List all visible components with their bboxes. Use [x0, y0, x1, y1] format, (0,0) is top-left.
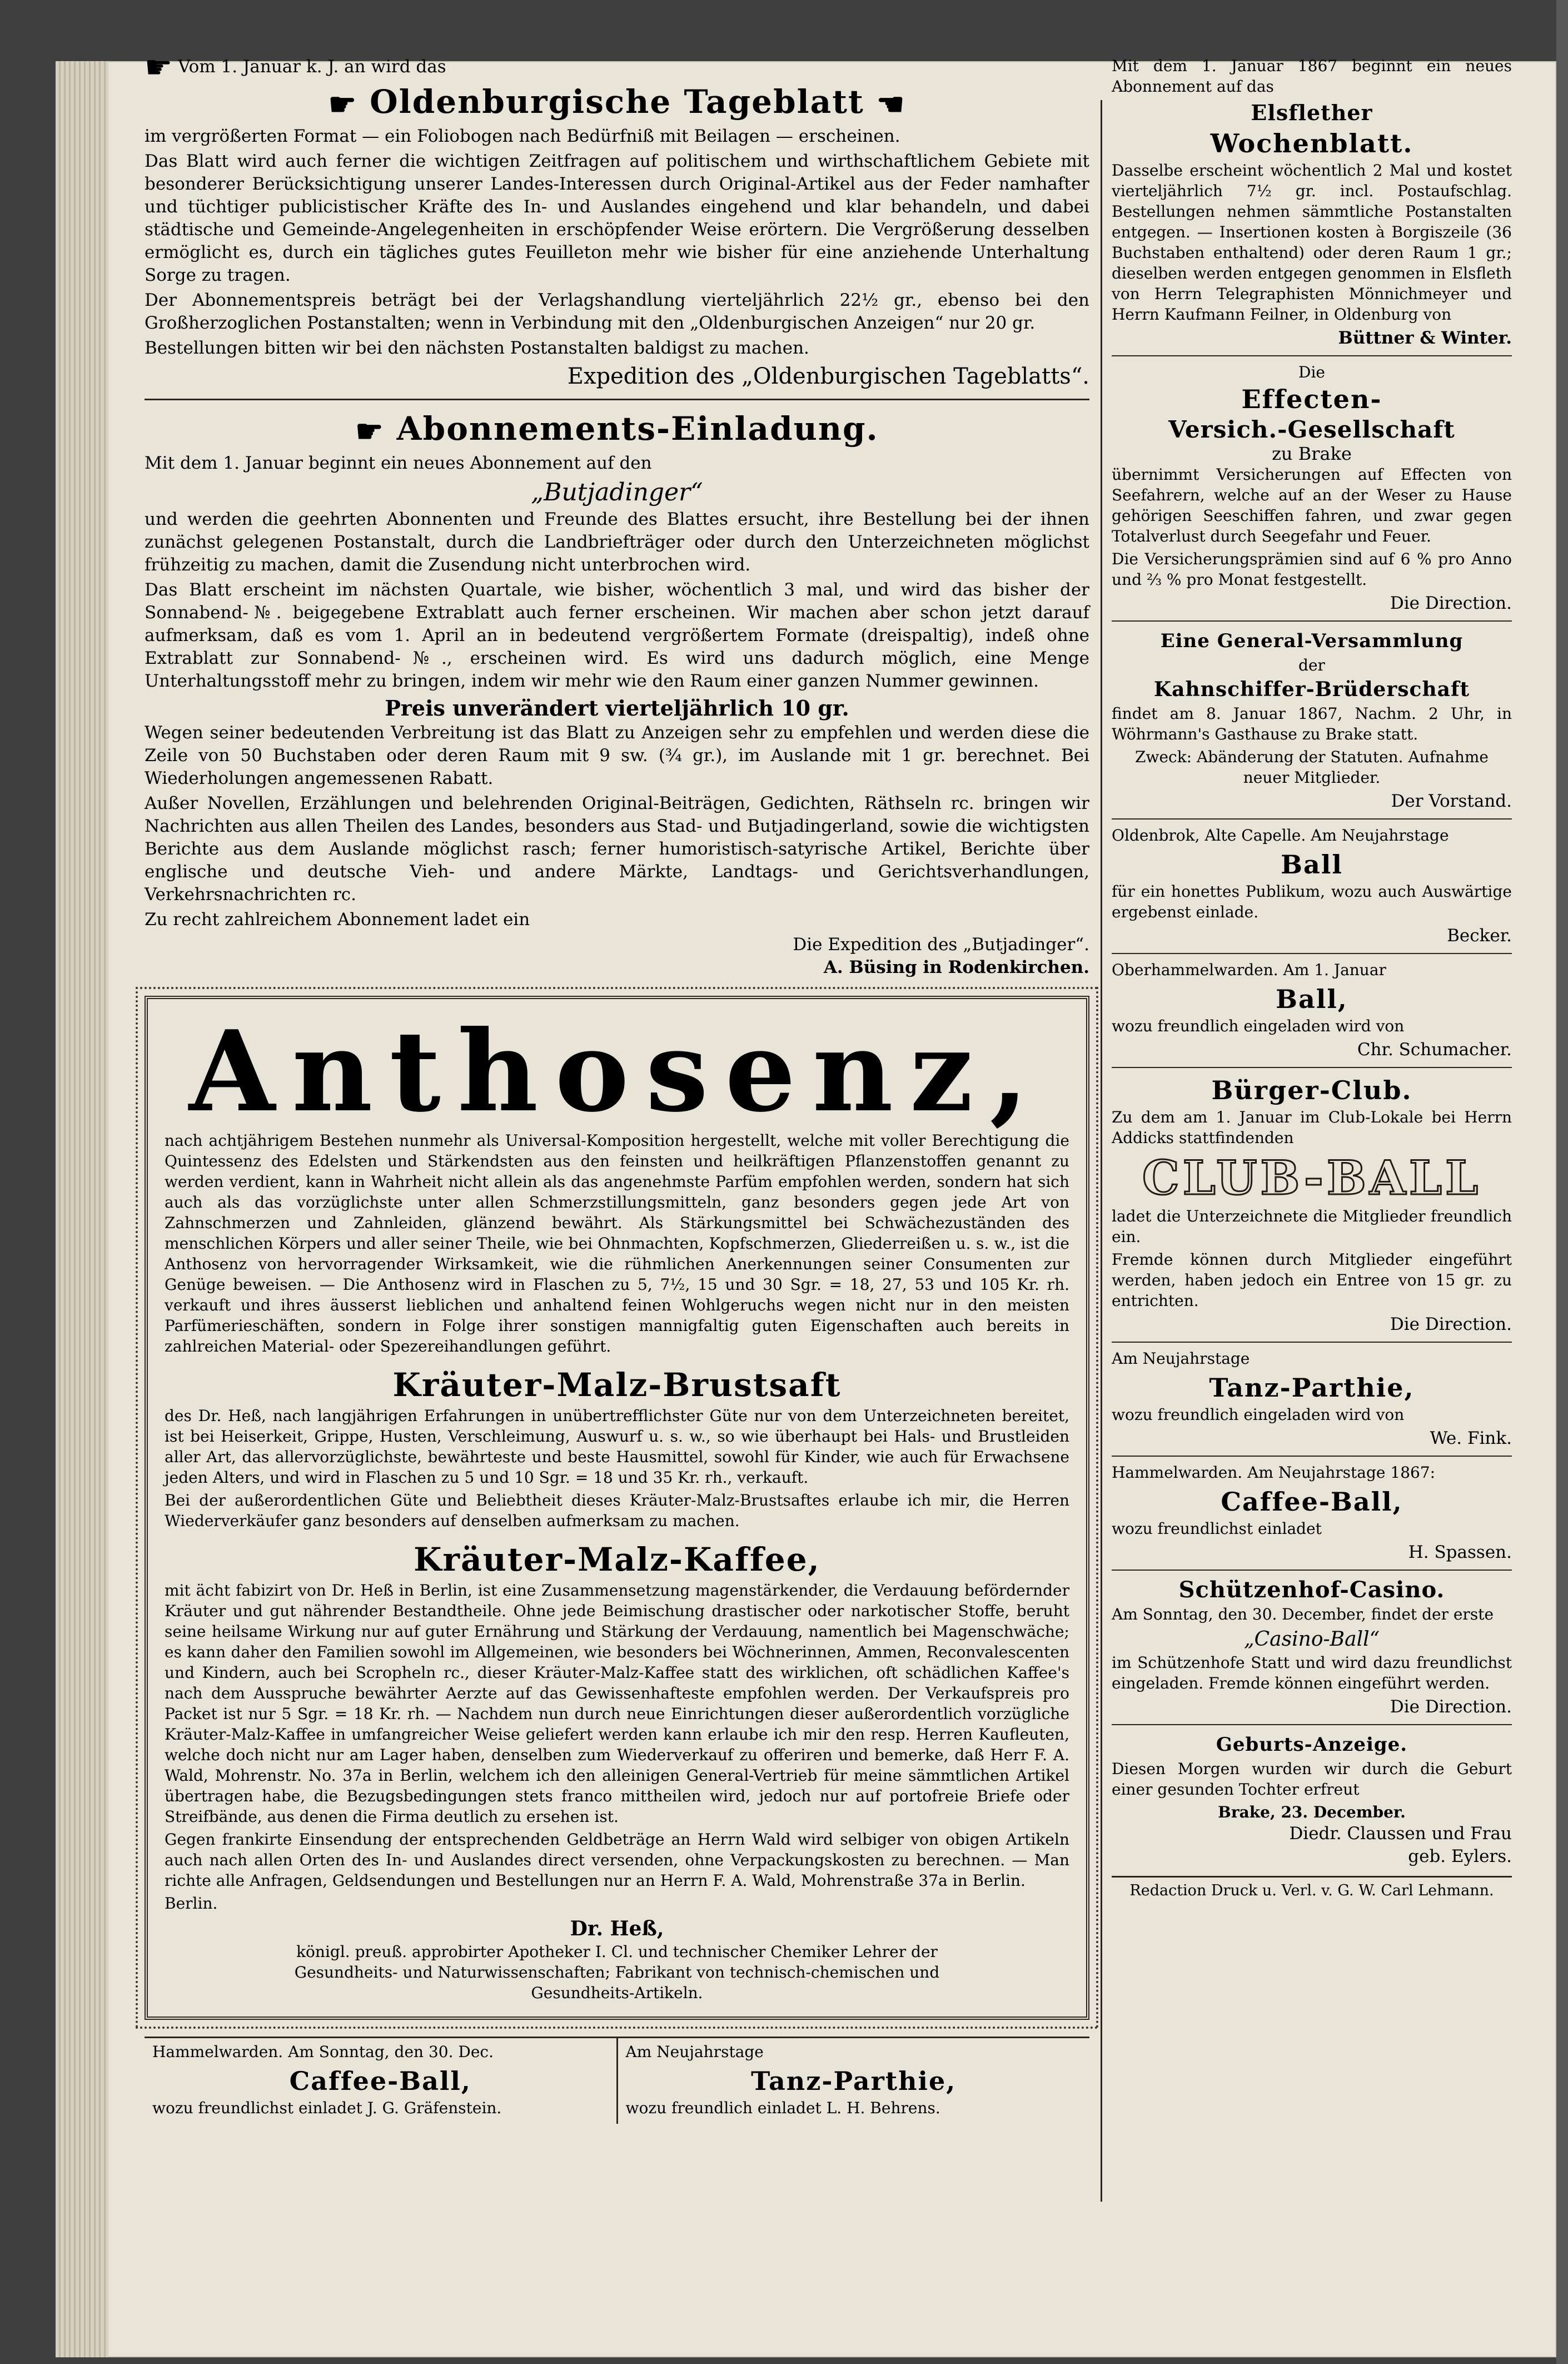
bottom-mid-ad — [618, 2038, 1090, 2124]
kaffee-title: Kräuter-Malz-Kaffee, — [414, 1541, 820, 1578]
anthosenz-title: Anthosenz, — [188, 1006, 1046, 1137]
abonnement-sig2: A. Büsing in Rodenkirchen. — [823, 957, 1089, 977]
kaffee-p2: Gegen frankirte Einsendung der entsprechenden Geldbeträge an Herrn Wald wird selbiger von obigen Artikeln auch nach allen Orten des In- und Auslandes direct versenden, ohne Verpackungskosten zu berechnen. — Man richte alle Anfragen, Geldsendungen und Bestellungen nur an Herrn F. A. Wald, Mohrenstraße 37a in Berlin. — [165, 1830, 1069, 1890]
wochenblatt-ad — [1112, 56, 1512, 350]
bottom-mid-line1: Am Neujahrstage — [625, 2043, 764, 2061]
anthosenz-body: nach achtjährigem Bestehen nunmehr als Universal-Komposition hergestellt, welche mit voller Berechtigung die Quintessenz des Edelsten und Stärkendsten aus den feinsten und heilkräftigen Pflanzenstoffen genannt zu werden verdient, kann in Wahrheit nicht allein als das angenehmste Parfüm empfohlen werden, sondern hat sich auch als das vorzüglichste unter allen Schmerzstillungsmitteln, ganz besonders gegen jede Art von Zahnschmerzen und Zahnleiden, glänzend bewährt. Als Stärkungsmittel bei Schwächezuständen des menschlichen Körpers und aller seiner Theile, wie bei Ohnmachten, Kopfschmerzen, Gliederreißen u. s. w., ist die Anthosenz von hervorragender Wirksamkeit, wie die rühmlichen Anerkennungen seiner Consumenten zur Genüge beweisen. — Die Anthosenz wird in Flaschen zu 5, 7½, 15 und 30 Sgr. = 18, 27, 53 und 105 Kr. rh. verkauft und ihres äusserst lieblichen und anhaltend feinen Wohlgeruchs wegen nicht nur in den meisten Parfümerieschäften, sondern in Folge ihrer sonstigen mannigfaltig guten Eigenschaften auch bereits in zahlreichen Material- oder Spezereihandlungen geführt. — [165, 1131, 1069, 1355]
butjadinger-ad — [145, 408, 1089, 979]
tanz-sig: We. Fink. — [1430, 1428, 1512, 1448]
effecten-title2: Versich.-Gesellschaft — [1168, 416, 1455, 443]
divider — [1112, 1570, 1512, 1571]
abonnement-title: Abonnements-Einladung. — [396, 410, 879, 448]
geburt-title: Geburts-Anzeige. — [1216, 1734, 1408, 1756]
ball2-line1: Oberhammelwarden. Am 1. Januar — [1112, 961, 1386, 979]
geburt-body: Diesen Morgen wurden wir durch die Geburt einer gesunden Tochter erfreut — [1112, 1760, 1512, 1799]
tageblatt-signature: Expedition des „Oldenburgischen Tageblatts“. — [567, 364, 1089, 389]
divider — [1112, 355, 1512, 356]
divider — [1112, 620, 1512, 622]
divider — [1112, 1342, 1512, 1343]
abonnement-p4: Außer Novellen, Erzählungen und belehrenden Original-Beiträgen, Gedichten, Räthseln rc. bringen wir Nachrichten aus allen Theilen des Landes, besonders aus Stad- und Butjadingerland, sowie die wichtigsten Berichte aus dem Auslande möglichst rasch; ferner humoristisch-satyrische Artikel, Berichte über englische und deutsche Vieh- und andere Märkte, Landtags- und Gerichtsverhandlungen, Verkehrsnachrichten rc. — [145, 793, 1089, 905]
bottom-left-line1: Hammelwarden. Am Sonntag, den 30. Dec. — [152, 2043, 494, 2061]
versammlung-zweck: Zweck: Abänderung der Statuten. Aufnahme neuer Mitglieder. — [1135, 748, 1489, 787]
caffeeball-sig: H. Spassen. — [1408, 1542, 1512, 1562]
wochenblatt-sig: Büttner & Winter. — [1338, 328, 1512, 348]
abonnement-line1: Mit dem 1. Januar beginnt ein neues Abonnement auf den — [145, 453, 652, 473]
effecten-sig: Die Direction. — [1390, 593, 1512, 613]
abonnement-closing: Zu recht zahlreichem Abonnement ladet ein — [145, 910, 530, 930]
geburt-ad — [1112, 1731, 1512, 1868]
bottom-mid-line2: wozu freundlich einladet L. H. Behrens. — [625, 2099, 940, 2117]
abonnement-p3: Wegen seiner bedeutenden Verbreitung ist das Blatt zu Anzeigen sehr zu empfehlen und werden diese die Zeile von 50 Buchstaben oder deren Raum mit 9 sw. (¾ gr.), im Auslande mit 1 gr. berechnet. Bei Wiederholungen angemessenen Rabatt. — [145, 723, 1089, 788]
tageblatt-p3: Bestellungen bitten wir bei den nächsten Postanstalten baldigst zu machen. — [145, 338, 809, 358]
pointing-hand-icon: ☛ — [355, 413, 385, 450]
caffeeball-ad — [1112, 1462, 1512, 1564]
geburt-sig2: geb. Eylers. — [1408, 1846, 1512, 1866]
buergerclub-ad — [1112, 1074, 1512, 1336]
buergerclub-sig: Die Direction. — [1390, 1314, 1512, 1334]
abonnement-p2: Das Blatt erscheint im nächsten Quartale, wie bisher, wöchentlich 3 mal, und wird das bisher der Sonnabend-№. beigegebene Extrablatt auch ferner erscheinen. Wir machen aber schon jetzt darauf aufmerksam, daß es vom 1. April an in bedeutend vergrößertem Formate (dreispaltig), indeß ohne Extrablatt zur Sonnabend-№., erscheinen wird. Es wird uns dadurch möglich, eine Menge Unterhaltungsstoff mehr zu bringen, indem wir mehr wie den Raum einer ganzen Nummer gewinnen. — [145, 580, 1089, 691]
ball2-body: wozu freundlich eingeladen wird von — [1112, 1017, 1405, 1035]
tageblatt-title: Oldenburgische Tageblatt — [370, 83, 864, 121]
column-divider — [1101, 100, 1102, 2202]
divider — [1112, 1067, 1512, 1068]
tanz-ad — [1112, 1348, 1512, 1450]
versammlung-body: findet am 8. Januar 1867, Nachm. 2 Uhr, in Wöhrmann's Gasthause zu Brake statt. — [1112, 704, 1512, 743]
tageblatt-ad — [145, 49, 1089, 391]
tageblatt-intro: Vom 1. Januar k. J. an wird das — [178, 57, 446, 77]
tanz-body: wozu freundlich eingeladen wird von — [1112, 1406, 1405, 1424]
bottom-left-line2: wozu freundlichst einladet J. G. Gräfenstein. — [152, 2099, 502, 2117]
divider — [145, 399, 1089, 400]
bottom-ads-row — [145, 2037, 1089, 2124]
bottom-left-title: Caffee-Ball, — [289, 2066, 471, 2096]
effecten-title1: Effecten- — [1241, 384, 1382, 414]
caffeeball-body: wozu freundlichst einladet — [1112, 1519, 1322, 1538]
wochenblatt-sub: Elsflether — [1251, 100, 1373, 125]
geburt-place: Brake, 23. December. — [1218, 1803, 1406, 1821]
ball2-title: Ball, — [1276, 984, 1348, 1014]
geburt-sig1: Diedr. Claussen und Frau — [1289, 1824, 1512, 1844]
casino-ad — [1112, 1576, 1512, 1719]
club-ball-title: CLUB-BALL — [1142, 1150, 1482, 1205]
casino-body2: im Schützenhofe Statt und wird dazu freundlichst eingeladen. Fremde können eingeführt werden. — [1112, 1653, 1512, 1692]
left-column — [145, 49, 1089, 2124]
abonnement-sig1: Die Expedition des „Butjadinger“. — [793, 935, 1089, 955]
abonnement-p1: und werden die geehrten Abonnenten und Freunde des Blattes ersucht, ihre Bestellung bei der ihnen zunächst gelegenen Postanstalt, durch die Landbriefträger oder durch den Unterzeichneten möglichst frühzeitig zu machen, damit die Zusendung nicht unterbrochen wird. — [145, 509, 1089, 575]
caffeeball-line1: Hammelwarden. Am Neujahrstage 1867: — [1112, 1463, 1436, 1482]
wochenblatt-body: Dasselbe erscheint wöchentlich 2 Mal und kostet vierteljährlich 7½ gr. incl. Postaufschlag. Bestellungen nehmen sämmtliche Postanstalten entgegen. — Insertionen kosten à Borgiszeile (36 Buchstaben enthaltend) oder deren Raum 1 gr.; dieselben werden entgegen genommen in Elsfleth von Herrn Telegraphisten Mönnichmeyer und Herrn Kaufmann Feilner, in Oldenburg von — [1112, 161, 1512, 324]
kaffee-sig-name: Dr. Heß, — [570, 1917, 664, 1940]
brustsaft-title: Kräuter-Malz-Brustsaft — [392, 1366, 842, 1404]
ball1-title: Ball — [1281, 850, 1343, 880]
wochenblatt-title: Wochenblatt. — [1210, 128, 1413, 158]
printer-footer: Redaction Druck u. Verl. v. G. W. Carl Lehmann. — [1112, 1876, 1512, 1901]
buergerclub-body1: Zu dem am 1. Januar im Club-Lokale bei Herrn Addicks stattfindenden — [1112, 1108, 1512, 1147]
ball2-ad — [1112, 960, 1512, 1061]
effecten-place: zu Brake — [1272, 443, 1352, 464]
buergerclub-title: Bürger-Club. — [1211, 1075, 1412, 1105]
versammlung-sig: Der Vorstand. — [1391, 791, 1512, 811]
page-stack-edges — [56, 61, 108, 2357]
buergerclub-body2: ladet die Unterzeichnete die Mitglieder freundlich ein. — [1112, 1207, 1512, 1246]
casino-body1: Am Sonntag, den 30. December, findet der erste — [1112, 1605, 1494, 1623]
versammlung-ad — [1112, 627, 1512, 813]
ball1-line1: Oldenbrok, Alte Capelle. Am Neujahrstage — [1112, 826, 1449, 845]
tageblatt-p1: Das Blatt wird auch ferner die wichtigen Zeitfragen auf politischem und wirthschaftlichem Gebiete mit besonderer Berücksichtigung unserer Landes-Interessen durch Original-Artikel aus der Feder namhafter und tüchtiger publicistischer Kräfte des In- und Auslandes eingehend und klar behandeln, und dabei städtische und Gemeinde-Angelegenheiten in erschöpfender Weise erörtern. Die Vergrößerung desselben ermöglicht es, durch ein tägliches gutes Feuilleton mehr wie bisher für eine anziehende Unterhaltung Sorge zu tragen. — [145, 151, 1089, 285]
casino-title: Schützenhof-Casino. — [1178, 1577, 1445, 1603]
ball1-body: für ein honettes Publikum, wozu auch Auswärtige ergebenst einlade. — [1112, 882, 1512, 921]
pointing-hand-left-icon: ☚ — [877, 86, 906, 123]
versammlung-der: der — [1298, 656, 1325, 674]
kaffee-sig-title: königl. preuß. approbirter Apotheker I. Cl. und technischer Chemiker Lehrer der Gesundheits- und Naturwissenschaften; Fabrikant von technisch-chemischen und Gesundheits-Artikeln. — [294, 1943, 940, 2002]
kaffee-place: Berlin. — [165, 1894, 218, 1913]
abonnement-price: Preis unverändert vierteljährlich 10 gr. — [385, 696, 849, 721]
casino-sig: Die Direction. — [1390, 1697, 1512, 1717]
versammlung-title: Eine General-Versammlung — [1160, 630, 1464, 652]
divider — [1112, 1724, 1512, 1725]
effecten-body2: Die Versicherungsprämien sind auf 6 % pro Anno und ⅔ % pro Monat festgestellt. — [1112, 550, 1512, 589]
heß-advertisement-box — [145, 996, 1089, 2020]
brustsaft-p1: des Dr. Heß, nach langjährigen Erfahrungen in unübertrefflichster Güte nur von dem Unterzeichneten bereitet, ist bei Heiserkeit, Grippe, Husten, Verschleimung, Auswurf u. s. w., so wie überhaupt bei Hals- und Brustleiden aller Art, das allervorzüglichste, bewährteste und beste Hausmittel, sowohl für Kinder, wie auch für Erwachsene jeden Alters, und wird in Flaschen zu 5 und 10 Sgr. = 18 und 35 Kr. rh., verkauft. — [165, 1407, 1069, 1487]
divider — [1112, 953, 1512, 954]
divider — [1112, 818, 1512, 820]
abonnement-paper: „Butjadinger“ — [531, 478, 703, 506]
bottom-mid-title: Tanz-Parthie, — [751, 2066, 957, 2096]
brustsaft-p2: Bei der außerordentlichen Güte und Beliebtheit dieses Kräuter-Malz-Brustsaftes erlaube ich mir, die Herren Wiederverkäufer ganz besonders auf denselben aufmerksam zu machen. — [165, 1491, 1069, 1530]
effecten-ad — [1112, 362, 1512, 615]
versammlung-name: Kahnschiffer-Brüderschaft — [1153, 678, 1470, 701]
divider — [1112, 1456, 1512, 1457]
caffeeball-title: Caffee-Ball, — [1221, 1487, 1403, 1517]
ball1-sig: Becker. — [1447, 926, 1512, 946]
effecten-body: übernimmt Versicherungen auf Effecten von Seefahrern, welche auf an der Weser zu Hause gehörigen Seeschiffen fahren, und zwar gegen Totalverlust durch Seegefahr und Feuer. — [1112, 465, 1512, 545]
tageblatt-format: im vergrößerten Format — ein Foliobogen nach Bedürfniß mit Beilagen — erscheinen. — [145, 126, 900, 146]
ball1-ad — [1112, 825, 1512, 947]
kaffee-p1: mit ächt fabizirt von Dr. Heß in Berlin, ist eine Zusammensetzung magenstärkender, die Verdauung befördernder Kräuter und gut nährender Bestandtheile. Ohne jede Beimischung drastischer oder narkotischer Stoffe, beruht seine heilsame Wirkung nur auf guter Ernährung und Stärkung der Verdauung, namentlich bei Magenschwäche; es kann daher den Familien sowohl im Allgemeinen, wie besonders bei Wöchnerinnen, Ammen, Reconvalescenten und Kindern, auch bei Scropheln rc., dieser Kräuter-Malz-Kaffee statt des wirklichen, oft schädlichen Kaffee's nach dem Ausspruche bewährter Aerzte auf das Gewissenhafteste empfohlen werden. Der Verkaufspreis pro Packet ist nur 5 Sgr. = 18 Kr. rh. — Nachdem nun durch neue Einrichtungen dieser außerordentlich vorzügliche Kräuter-Malz-Kaffee in umfangreicher Weise geliefert werden kann erlaube ich mir den resp. Herren Kaufleuten, welche doch nicht nur am Lager haben, denselben zum Wiederverkauf zu offeriren und bemerke, daß Herr F. A. Wald, Mohrenstr. No. 37a in Berlin, welchem ich den alleinigen General-Vertrieb für meine sämmtlichen Artikel übertragen habe, die Bezugsbedingungen stets franco mittheilen wird, jedoch nur auf portofreie Briefe oder Streifbände, aus denen die Firma deutlich zu ersehen ist. — [165, 1581, 1069, 1826]
tanz-title: Tanz-Parthie, — [1209, 1373, 1415, 1403]
right-column — [1112, 56, 1512, 1901]
effecten-die: Die — [1298, 363, 1325, 381]
casino-event: „Casino-Ball“ — [1243, 1628, 1380, 1651]
buergerclub-body3: Fremde können durch Mitglieder eingeführt werden, haben jedoch ein Entree von 15 gr. zu entrichten. — [1112, 1250, 1512, 1310]
bottom-left-ad — [145, 2038, 618, 2124]
ball2-sig: Chr. Schumacher. — [1357, 1040, 1512, 1060]
tageblatt-p2: Der Abonnementspreis beträgt bei der Verlagshandlung vierteljährlich 22½ gr., ebenso bei den Großherzoglichen Postanstalten; wenn in Verbindung mit den „Oldenburgischen Anzeigen“ nur 20 gr. — [145, 290, 1089, 333]
pointing-hand-icon: ☛ — [328, 86, 357, 123]
scanner-background-strip — [1556, 0, 1568, 2364]
wochenblatt-intro: Mit dem 1. Januar 1867 beginnt ein neues Abonnement auf das — [1112, 57, 1512, 96]
tanz-line1: Am Neujahrstage — [1112, 1349, 1250, 1368]
pointing-hand-icon: ☛ — [145, 49, 173, 86]
